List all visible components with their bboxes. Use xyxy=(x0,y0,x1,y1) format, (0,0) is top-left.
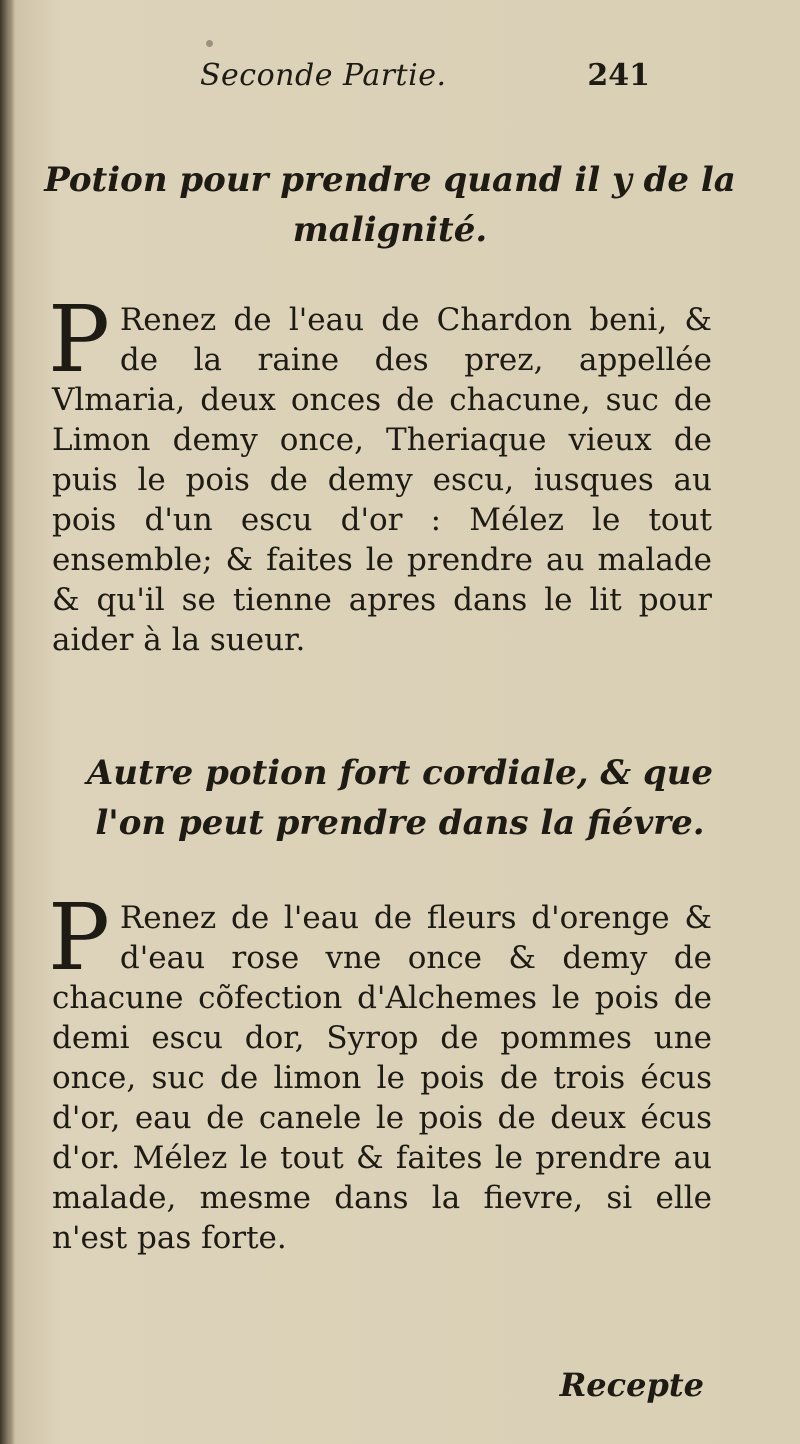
page-number: 241 xyxy=(587,58,650,93)
body-text: Renez de l'eau de Chardon beni, & de la raine des prez, appellée Vlmaria, deux onces de chacune, suc de Limon demy once, Theriaque vieux de puis le pois de demy escu, iusques au pois d'un escu d'or : Mélez le tout ensemble; & faites le prendre au malade & qu'il se tienne apres dans le lit pour aider à la sueur. xyxy=(52,302,712,658)
body-text: Renez de l'eau de fleurs d'orenge & d'eau rose vne once & demy de chacune cõfection d'Alchemes le pois de demi escu dor, Syrop de pommes une once, suc de limon le pois de trois écus d'or, eau de canele le pois de deux écus d'or. Mélez le tout & faites le prendre au malade, mesme dans la fievre, si elle n'est pas forte. xyxy=(52,900,712,1256)
section-heading: Autre potion fort cordiale, & que l'on peut prendre dans la fiévre. xyxy=(86,753,714,843)
page-gutter xyxy=(0,0,14,1444)
drop-cap: P xyxy=(48,884,110,991)
ink-speck xyxy=(206,40,213,47)
section-body xyxy=(48,286,712,660)
catchword: Recepte xyxy=(559,1366,704,1404)
section-heading: Potion pour prendre quand il y de la malignité. xyxy=(44,160,736,250)
running-title: Seconde Partie. xyxy=(200,58,447,93)
running-head xyxy=(200,58,680,108)
drop-cap: P xyxy=(48,286,110,393)
section-body xyxy=(48,884,712,1258)
